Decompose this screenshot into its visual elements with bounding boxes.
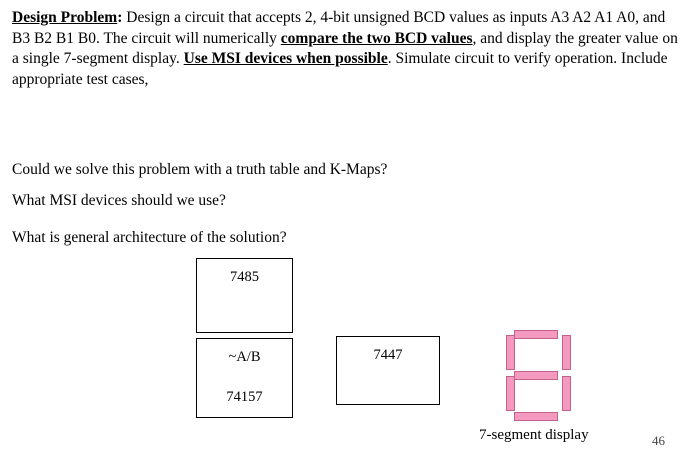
question-truth-table: Could we solve this problem with a truth table and K-Maps? — [12, 161, 388, 178]
design-problem-colon: : — [117, 9, 123, 26]
decoder-block-7447 — [336, 336, 440, 405]
segment-e-icon — [506, 376, 515, 411]
design-problem-text-2: , and display the greater value on a single 7-segment display. — [12, 29, 678, 67]
design-problem-heading: Design Problem — [12, 9, 118, 26]
multiplexer-block-74157 — [196, 338, 293, 418]
segment-g-icon — [514, 371, 558, 380]
segment-c-icon — [562, 376, 571, 411]
segment-b-icon — [562, 335, 571, 370]
design-problem-text-1: Design a circuit that accepts 2, 4-bit unsigned BCD values as inputs A3 A2 A1 A0, and B3 B2 B1 B0. The circuit will numerically — [12, 9, 666, 47]
question-msi-devices: What MSI devices should we use? — [12, 192, 226, 209]
segment-f-icon — [506, 335, 515, 370]
multiplexer-select-label: ~A/B — [228, 349, 261, 365]
multiplexer-label: 74157 — [226, 389, 263, 405]
page-number: 46 — [652, 433, 665, 448]
comparator-label: 7485 — [230, 269, 259, 285]
comparator-block-7485 — [196, 258, 293, 333]
decoder-label: 7447 — [373, 347, 403, 363]
question-architecture: What is general architecture of the solution? — [12, 229, 287, 246]
segment-a-icon — [514, 330, 558, 339]
design-problem-paragraph — [12, 8, 680, 90]
seven-segment-display — [500, 330, 580, 422]
design-problem-emphasis-1: compare the two BCD values — [280, 29, 473, 47]
segment-d-icon — [514, 412, 558, 421]
design-problem-emphasis-2: Use MSI devices when possible — [183, 50, 388, 67]
design-problem-text-3: . Simulate circuit to verify operation. Include appropriate test cases, — [12, 50, 668, 88]
seven-segment-caption: 7-segment display — [479, 427, 589, 443]
